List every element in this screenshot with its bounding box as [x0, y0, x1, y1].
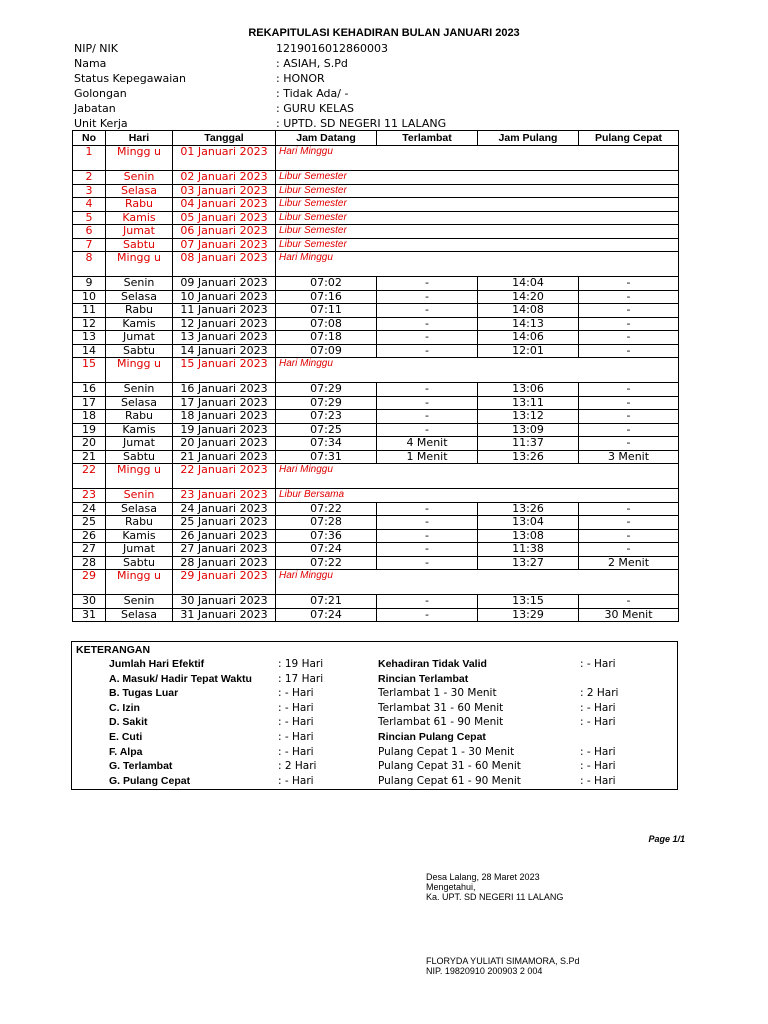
- cell-tanggal: 01 Januari 2023: [173, 146, 276, 171]
- cell-no: 7: [73, 238, 106, 252]
- table-row: [73, 502, 679, 516]
- cell-no: 10: [73, 290, 106, 304]
- cell-hari: Jumat: [106, 543, 173, 557]
- cell-hari: Selasa: [106, 502, 173, 516]
- cell-hari: Sabtu: [106, 556, 173, 570]
- cell-jam-datang: 07:28: [276, 516, 377, 530]
- cell-jam-datang: 07:34: [276, 437, 377, 451]
- holiday-row: [73, 252, 679, 277]
- cell-hari: Rabu: [106, 516, 173, 530]
- cell-tanggal: 23 Januari 2023: [173, 489, 276, 503]
- cell-hari: Selasa: [106, 396, 173, 410]
- cell-tanggal: 19 Januari 2023: [173, 423, 276, 437]
- cell-no: 25: [73, 516, 106, 530]
- info-value: 1219016012860003: [276, 42, 388, 55]
- cell-tanggal: 13 Januari 2023: [173, 331, 276, 345]
- table-row: [73, 529, 679, 543]
- summary-value: : - Hari: [278, 731, 314, 743]
- cell-tanggal: 27 Januari 2023: [173, 543, 276, 557]
- info-label: Jabatan: [74, 102, 116, 115]
- table-row: [73, 396, 679, 410]
- cell-terlambat: -: [377, 277, 478, 291]
- summary-value: : - Hari: [278, 745, 314, 758]
- cell-pulang-cepat: -: [579, 396, 679, 410]
- signature-nip: NIP. 19820910 200903 2 004: [426, 966, 543, 976]
- cell-no: 11: [73, 304, 106, 318]
- cell-no: 14: [73, 344, 106, 358]
- summary-value: : - Hari: [278, 774, 314, 787]
- cell-no: 22: [73, 464, 106, 489]
- signature-place-date: Desa Lalang, 28 Maret 2023: [426, 872, 540, 882]
- cell-no: 9: [73, 277, 106, 291]
- summary-value: : - Hari: [278, 716, 314, 729]
- table-row: [73, 543, 679, 557]
- cell-tanggal: 14 Januari 2023: [173, 344, 276, 358]
- detail-value: : - Hari: [580, 701, 616, 714]
- cell-jam-pulang: 11:38: [478, 543, 579, 557]
- info-label: Nama: [74, 57, 107, 70]
- cell-tanggal: 18 Januari 2023: [173, 410, 276, 424]
- summary-label: E. Cuti: [109, 731, 143, 743]
- cell-jam-pulang: 11:37: [478, 437, 579, 451]
- cell-jam-datang: 07:24: [276, 543, 377, 557]
- cell-tanggal: 29 Januari 2023: [173, 570, 276, 595]
- holiday-row: [73, 225, 679, 239]
- cell-terlambat: -: [377, 595, 478, 609]
- cell-pulang-cepat: -: [579, 423, 679, 437]
- cell-terlambat: -: [377, 423, 478, 437]
- cell-terlambat: 4 Menit: [377, 437, 478, 451]
- holiday-row: [73, 198, 679, 212]
- cell-no: 20: [73, 437, 106, 451]
- cell-pulang-cepat: -: [579, 277, 679, 291]
- cell-holiday-note: Libur Semester: [276, 184, 679, 198]
- cell-tanggal: 12 Januari 2023: [173, 317, 276, 331]
- cell-no: 17: [73, 396, 106, 410]
- cell-jam-datang: 07:23: [276, 410, 377, 424]
- cell-jam-datang: 07:29: [276, 396, 377, 410]
- info-value: : ASIAH, S.Pd: [276, 57, 348, 70]
- cell-holiday-note: Libur Semester: [276, 238, 679, 252]
- cell-terlambat: -: [377, 304, 478, 318]
- cell-hari: Senin: [106, 277, 173, 291]
- cell-hari: Selasa: [106, 184, 173, 198]
- info-label: NIP/ NIK: [74, 42, 118, 55]
- table-row: [73, 277, 679, 291]
- summary-value: : - Hari: [278, 687, 314, 700]
- table-row: [73, 516, 679, 530]
- cell-tanggal: 03 Januari 2023: [173, 184, 276, 198]
- cell-jam-pulang: 14:08: [478, 304, 579, 318]
- cell-jam-pulang: 14:13: [478, 317, 579, 331]
- attendance-table: [72, 130, 679, 622]
- cell-no: 26: [73, 529, 106, 543]
- cell-jam-pulang: 14:20: [478, 290, 579, 304]
- cell-holiday-note: Hari Minggu: [276, 358, 679, 383]
- cell-tanggal: 21 Januari 2023: [173, 450, 276, 464]
- cell-hari: Kamis: [106, 529, 173, 543]
- cell-hari: Jumat: [106, 225, 173, 239]
- detail-value: : - Hari: [580, 658, 616, 670]
- cell-holiday-note: Hari Minggu: [276, 252, 679, 277]
- detail-label: Terlambat 61 - 90 Menit: [378, 716, 504, 729]
- cell-tanggal: 08 Januari 2023: [173, 252, 276, 277]
- cell-holiday-note: Libur Semester: [276, 225, 679, 239]
- cell-jam-pulang: 13:12: [478, 410, 579, 424]
- holiday-row: [73, 211, 679, 225]
- cell-holiday-note: Libur Semester: [276, 198, 679, 212]
- cell-terlambat: -: [377, 556, 478, 570]
- cell-terlambat: -: [377, 543, 478, 557]
- cell-no: 6: [73, 225, 106, 239]
- summary-value: : 17 Hari: [278, 672, 324, 685]
- cell-terlambat: -: [377, 529, 478, 543]
- cell-jam-datang: 07:25: [276, 423, 377, 437]
- summary-label: G. Terlambat: [109, 760, 173, 773]
- cell-tanggal: 07 Januari 2023: [173, 238, 276, 252]
- cell-pulang-cepat: -: [579, 410, 679, 424]
- info-value: : GURU KELAS: [276, 102, 355, 115]
- cell-tanggal: 24 Januari 2023: [173, 502, 276, 516]
- cell-jam-pulang: 13:26: [478, 450, 579, 464]
- cell-tanggal: 15 Januari 2023: [173, 358, 276, 383]
- cell-jam-datang: 07:18: [276, 331, 377, 345]
- detail-value: : - Hari: [580, 760, 616, 773]
- table-row: [73, 317, 679, 331]
- info-value: : HONOR: [276, 72, 325, 85]
- cell-no: 15: [73, 358, 106, 383]
- cell-pulang-cepat: -: [579, 529, 679, 543]
- cell-jam-datang: 07:24: [276, 608, 377, 622]
- column-header: No: [73, 131, 106, 146]
- cell-jam-pulang: 13:29: [478, 608, 579, 622]
- cell-no: 29: [73, 570, 106, 595]
- cell-hari: Mingg u: [106, 358, 173, 383]
- cell-pulang-cepat: -: [579, 502, 679, 516]
- summary-value: : 2 Hari: [278, 760, 317, 773]
- cell-tanggal: 06 Januari 2023: [173, 225, 276, 239]
- summary-label: D. Sakit: [109, 716, 148, 729]
- cell-no: 16: [73, 383, 106, 397]
- cell-terlambat: -: [377, 410, 478, 424]
- detail-heading: Rincian Terlambat: [378, 672, 469, 685]
- holiday-row: [73, 489, 679, 503]
- table-row: [73, 556, 679, 570]
- cell-no: 24: [73, 502, 106, 516]
- cell-tanggal: 30 Januari 2023: [173, 595, 276, 609]
- cell-jam-pulang: 13:26: [478, 502, 579, 516]
- cell-hari: Jumat: [106, 331, 173, 345]
- cell-terlambat: 1 Menit: [377, 450, 478, 464]
- info-value: : UPTD. SD NEGERI 11 LALANG: [276, 117, 447, 130]
- info-label: Unit Kerja: [74, 117, 128, 130]
- table-row: [73, 410, 679, 424]
- cell-tanggal: 17 Januari 2023: [173, 396, 276, 410]
- column-header: Jam Pulang: [478, 131, 579, 146]
- cell-hari: Rabu: [106, 198, 173, 212]
- cell-jam-pulang: 13:09: [478, 423, 579, 437]
- cell-no: 4: [73, 198, 106, 212]
- cell-no: 5: [73, 211, 106, 225]
- cell-jam-pulang: 14:06: [478, 331, 579, 345]
- cell-pulang-cepat: -: [579, 290, 679, 304]
- cell-tanggal: 09 Januari 2023: [173, 277, 276, 291]
- cell-pulang-cepat: -: [579, 304, 679, 318]
- cell-tanggal: 22 Januari 2023: [173, 464, 276, 489]
- cell-tanggal: 10 Januari 2023: [173, 290, 276, 304]
- detail-value: : - Hari: [580, 716, 616, 729]
- cell-terlambat: -: [377, 331, 478, 345]
- cell-tanggal: 28 Januari 2023: [173, 556, 276, 570]
- cell-jam-datang: 07:08: [276, 317, 377, 331]
- cell-pulang-cepat: -: [579, 317, 679, 331]
- cell-jam-datang: 07:09: [276, 344, 377, 358]
- cell-tanggal: 20 Januari 2023: [173, 437, 276, 451]
- cell-tanggal: 04 Januari 2023: [173, 198, 276, 212]
- cell-jam-pulang: 13:11: [478, 396, 579, 410]
- detail-value: : - Hari: [580, 774, 616, 787]
- cell-jam-datang: 07:22: [276, 502, 377, 516]
- holiday-row: [73, 238, 679, 252]
- cell-jam-datang: 07:11: [276, 304, 377, 318]
- column-header: Tanggal: [173, 131, 276, 146]
- cell-jam-datang: 07:16: [276, 290, 377, 304]
- summary-label: F. Alpa: [109, 745, 143, 758]
- cell-hari: Mingg u: [106, 464, 173, 489]
- summary-label: B. Tugas Luar: [109, 687, 179, 700]
- cell-hari: Senin: [106, 171, 173, 185]
- cell-pulang-cepat: -: [579, 595, 679, 609]
- cell-pulang-cepat: 3 Menit: [579, 450, 679, 464]
- cell-pulang-cepat: -: [579, 543, 679, 557]
- cell-hari: Jumat: [106, 437, 173, 451]
- cell-no: 8: [73, 252, 106, 277]
- cell-jam-pulang: 13:06: [478, 383, 579, 397]
- cell-terlambat: -: [377, 608, 478, 622]
- cell-terlambat: -: [377, 516, 478, 530]
- holiday-row: [73, 570, 679, 595]
- summary-label: G. Pulang Cepat: [109, 774, 191, 787]
- detail-value: : - Hari: [580, 745, 616, 758]
- cell-tanggal: 16 Januari 2023: [173, 383, 276, 397]
- info-label: Golongan: [74, 87, 127, 100]
- table-row: [73, 304, 679, 318]
- cell-terlambat: -: [377, 317, 478, 331]
- cell-jam-pulang: 13:27: [478, 556, 579, 570]
- cell-terlambat: -: [377, 502, 478, 516]
- detail-label: Terlambat 1 - 30 Menit: [378, 687, 497, 700]
- cell-tanggal: 11 Januari 2023: [173, 304, 276, 318]
- cell-hari: Mingg u: [106, 570, 173, 595]
- cell-jam-datang: 07:02: [276, 277, 377, 291]
- info-value: : Tidak Ada/ -: [276, 87, 349, 100]
- signature-name: FLORYDA YULIATI SIMAMORA, S.Pd: [426, 956, 580, 966]
- cell-pulang-cepat: 30 Menit: [579, 608, 679, 622]
- cell-holiday-note: Libur Semester: [276, 171, 679, 185]
- cell-hari: Mingg u: [106, 252, 173, 277]
- cell-no: 30: [73, 595, 106, 609]
- cell-hari: Senin: [106, 383, 173, 397]
- cell-hari: Kamis: [106, 211, 173, 225]
- cell-no: 19: [73, 423, 106, 437]
- cell-jam-datang: 07:22: [276, 556, 377, 570]
- cell-terlambat: -: [377, 396, 478, 410]
- table-row: [73, 383, 679, 397]
- cell-jam-pulang: 14:04: [478, 277, 579, 291]
- column-header: Hari: [106, 131, 173, 146]
- page-title: REKAPITULASI KEHADIRAN BULAN JANUARI 2023: [248, 27, 520, 39]
- cell-terlambat: -: [377, 290, 478, 304]
- cell-jam-datang: 07:21: [276, 595, 377, 609]
- cell-jam-pulang: 12:01: [478, 344, 579, 358]
- cell-pulang-cepat: -: [579, 344, 679, 358]
- cell-jam-datang: 07:29: [276, 383, 377, 397]
- holiday-row: [73, 171, 679, 185]
- column-header: Pulang Cepat: [579, 131, 679, 146]
- cell-hari: Kamis: [106, 423, 173, 437]
- cell-terlambat: -: [377, 344, 478, 358]
- cell-jam-pulang: 13:04: [478, 516, 579, 530]
- keterangan-heading: KETERANGAN: [76, 644, 151, 656]
- cell-pulang-cepat: 2 Menit: [579, 556, 679, 570]
- summary-label: A. Masuk/ Hadir Tepat Waktu: [109, 672, 252, 685]
- keterangan-box: [71, 641, 678, 790]
- cell-jam-datang: 07:36: [276, 529, 377, 543]
- cell-pulang-cepat: -: [579, 516, 679, 530]
- cell-jam-datang: 07:31: [276, 450, 377, 464]
- detail-label: Pulang Cepat 1 - 30 Menit: [378, 745, 515, 758]
- cell-hari: Rabu: [106, 304, 173, 318]
- summary-label: Jumlah Hari Efektif: [109, 658, 205, 670]
- column-header: Terlambat: [377, 131, 478, 146]
- summary-label: C. Izin: [109, 701, 140, 714]
- page-number: Page 1/1: [648, 834, 685, 844]
- cell-no: 2: [73, 171, 106, 185]
- cell-holiday-note: Hari Minggu: [276, 464, 679, 489]
- cell-jam-pulang: 13:08: [478, 529, 579, 543]
- summary-value: : 19 Hari: [278, 658, 324, 670]
- detail-label: Pulang Cepat 31 - 60 Menit: [378, 760, 521, 773]
- cell-hari: Sabtu: [106, 344, 173, 358]
- cell-hari: Kamis: [106, 317, 173, 331]
- cell-hari: Sabtu: [106, 238, 173, 252]
- cell-no: 3: [73, 184, 106, 198]
- cell-tanggal: 26 Januari 2023: [173, 529, 276, 543]
- signature-position: Ka. UPT. SD NEGERI 11 LALANG: [426, 892, 564, 902]
- table-row: [73, 290, 679, 304]
- table-row: [73, 595, 679, 609]
- table-body: [73, 146, 679, 622]
- cell-hari: Senin: [106, 489, 173, 503]
- table-row: [73, 423, 679, 437]
- cell-tanggal: 25 Januari 2023: [173, 516, 276, 530]
- table-row: [73, 331, 679, 345]
- cell-no: 1: [73, 146, 106, 171]
- detail-heading: Kehadiran Tidak Valid: [378, 658, 487, 670]
- detail-value: : 2 Hari: [580, 687, 619, 700]
- cell-no: 31: [73, 608, 106, 622]
- signature-known: Mengetahui,: [426, 882, 476, 892]
- cell-no: 21: [73, 450, 106, 464]
- cell-tanggal: 05 Januari 2023: [173, 211, 276, 225]
- holiday-row: [73, 184, 679, 198]
- cell-hari: Senin: [106, 595, 173, 609]
- info-label: Status Kepegawaian: [74, 72, 186, 85]
- cell-holiday-note: Hari Minggu: [276, 570, 679, 595]
- table-header-row: [73, 131, 679, 146]
- cell-no: 23: [73, 489, 106, 503]
- holiday-row: [73, 146, 679, 171]
- cell-terlambat: -: [377, 383, 478, 397]
- cell-no: 13: [73, 331, 106, 345]
- cell-hari: Mingg u: [106, 146, 173, 171]
- table-row: [73, 450, 679, 464]
- cell-holiday-note: Libur Semester: [276, 211, 679, 225]
- cell-holiday-note: Hari Minggu: [276, 146, 679, 171]
- detail-label: Terlambat 31 - 60 Menit: [378, 701, 504, 714]
- summary-value: : - Hari: [278, 701, 314, 714]
- cell-no: 18: [73, 410, 106, 424]
- table-row: [73, 437, 679, 451]
- cell-pulang-cepat: -: [579, 383, 679, 397]
- cell-hari: Sabtu: [106, 450, 173, 464]
- holiday-row: [73, 358, 679, 383]
- cell-jam-pulang: 13:15: [478, 595, 579, 609]
- holiday-row: [73, 464, 679, 489]
- cell-tanggal: 31 Januari 2023: [173, 608, 276, 622]
- cell-pulang-cepat: -: [579, 331, 679, 345]
- cell-hari: Rabu: [106, 410, 173, 424]
- cell-no: 12: [73, 317, 106, 331]
- cell-hari: Selasa: [106, 290, 173, 304]
- cell-no: 27: [73, 543, 106, 557]
- column-header: Jam Datang: [276, 131, 377, 146]
- table-row: [73, 608, 679, 622]
- cell-holiday-note: Libur Bersama: [276, 489, 679, 503]
- table-row: [73, 344, 679, 358]
- detail-heading: Rincian Pulang Cepat: [378, 731, 486, 743]
- cell-hari: Selasa: [106, 608, 173, 622]
- detail-label: Pulang Cepat 61 - 90 Menit: [378, 774, 521, 787]
- cell-pulang-cepat: -: [579, 437, 679, 451]
- cell-tanggal: 02 Januari 2023: [173, 171, 276, 185]
- cell-no: 28: [73, 556, 106, 570]
